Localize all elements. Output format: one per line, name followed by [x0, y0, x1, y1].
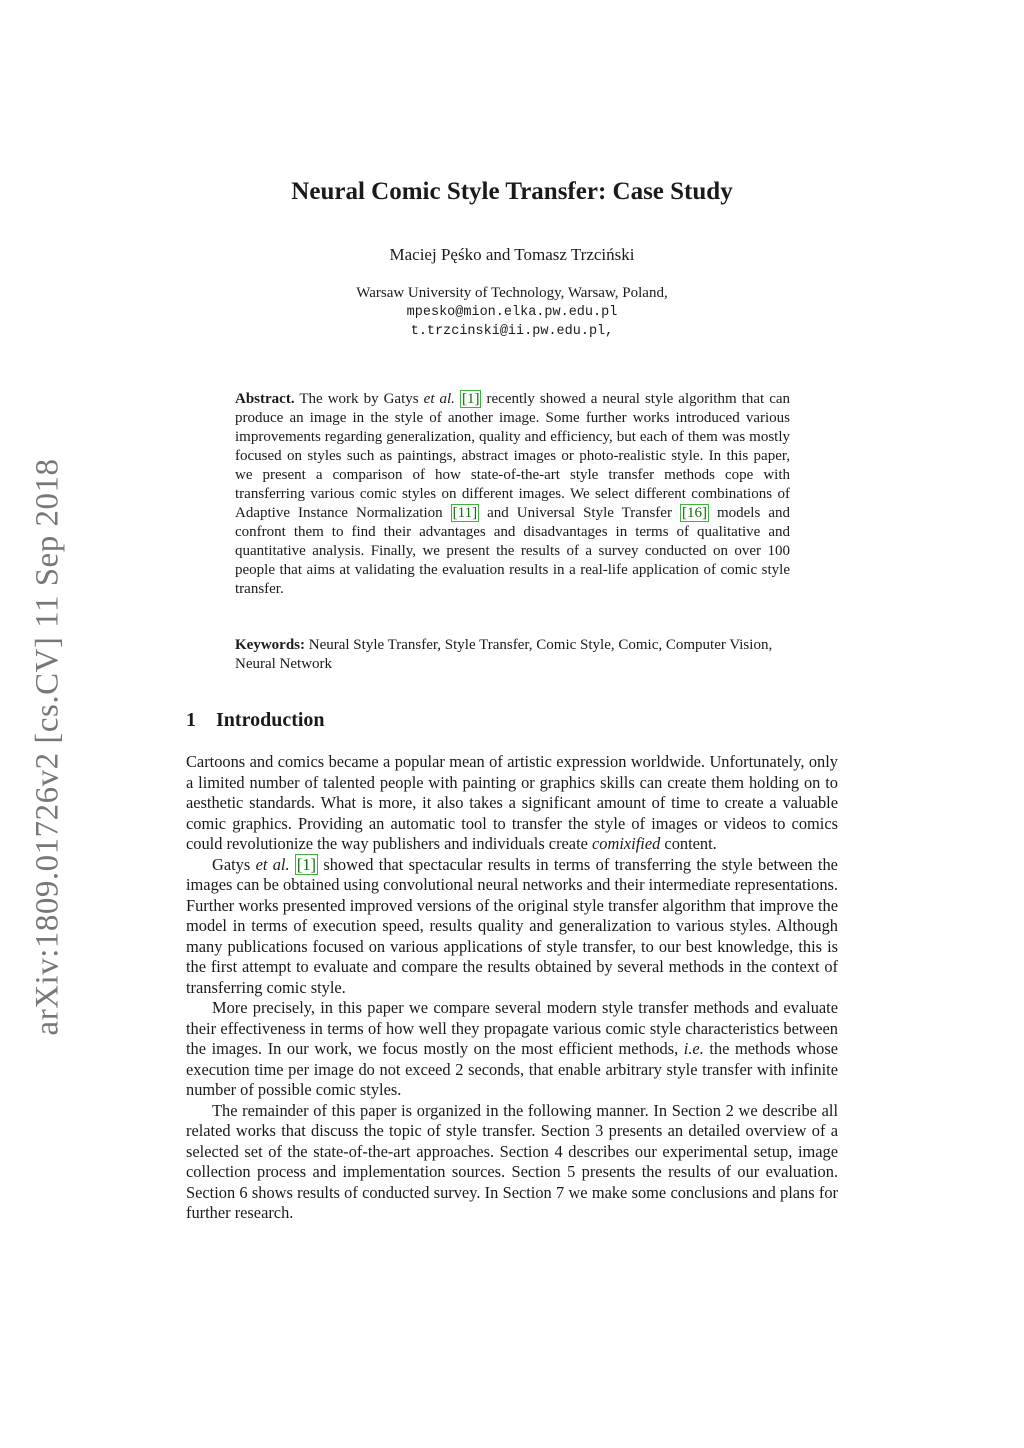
- paragraph-text: the methods whose execution time per image do not exceed 2 seconds, that enable arbitrary style transfer with infinite number of possible comic styles.: [186, 1039, 838, 1099]
- citation-link[interactable]: [11]: [452, 505, 478, 521]
- abstract-text: and Universal Style Transfer: [487, 505, 672, 521]
- emphasis: i.e.: [683, 1039, 704, 1058]
- abstract-label: Abstract.: [235, 391, 295, 407]
- abstract: [235, 390, 790, 599]
- citation-link[interactable]: [16]: [681, 505, 707, 521]
- paragraph-text: content.: [664, 834, 717, 853]
- emphasis: et al.: [255, 854, 290, 874]
- paper-title: Neural Comic Style Transfer: Case Study: [291, 178, 733, 205]
- section-title: Introduction: [216, 709, 325, 731]
- abstract-text: models and confront them to find their advantages and disadvantages in terms of qualitative and quantitative analysis. Finally, we present the results of a survey conducted on over 100 people that aims at validating the evaluation results in a real-life application of comic style transfer.: [235, 505, 790, 597]
- abstract-text: recently showed a neural style algorithm that can produce an image in the style of another image. Some further works introduced various improvements regarding generalization, quality and efficiency, but each of them was mostly focused on styles such as paintings, abstract images or photo-realistic style. In this paper, we present a comparison of how state-of-the-art style transfer methods cope with transferring various comic styles on different images. We select different combinations of Adaptive Instance Normalization: [235, 391, 791, 521]
- email-1[interactable]: mpesko@mion.elka.pw.edu.pl: [406, 305, 618, 320]
- keywords: [235, 636, 790, 674]
- affiliation-block: [0, 284, 1024, 341]
- affiliation: Warsaw University of Technology, Warsaw, Poland,: [356, 285, 668, 301]
- email-2[interactable]: t.trzcinski@ii.pw.edu.pl,: [410, 324, 614, 339]
- paragraph-text: Gatys: [212, 854, 251, 874]
- arxiv-identifier: arXiv:1809.01726v2 [cs.CV] 11 Sep 2018: [29, 458, 66, 1036]
- paragraph: [186, 752, 838, 855]
- paragraph: [186, 855, 838, 999]
- emphasis: comixified: [592, 834, 661, 853]
- section-number: 1: [186, 709, 196, 731]
- abstract-text: The work by Gatys: [299, 391, 419, 407]
- keywords-label: Keywords:: [235, 637, 305, 653]
- introduction-body: [186, 752, 838, 1224]
- paragraph-text: More precisely, in this paper we compare several modern style transfer methods and evaluate their effectiveness in terms of how well they propagate various comic style characteristics between the images. In our work, we focus mostly on the most efficient methods,: [186, 998, 838, 1058]
- abstract-etal: et al.: [423, 391, 455, 407]
- authors: Maciej Pęśko and Tomasz Trzciński: [389, 245, 635, 264]
- paragraph: [186, 1101, 838, 1224]
- paragraph: [186, 998, 838, 1101]
- paragraph-text: The remainder of this paper is organized in the following manner. In Section 2 we describe all related works that discuss the topic of style transfer. Section 3 presents an detailed overview of a selected set of the state-of-the-art approaches. Section 4 describes our experimental setup, image collection process and implementation sources. Section 5 presents the results of our evaluation. Section 6 shows results of conducted survey. In Section 7 we make some conclusions and plans for further research.: [186, 1100, 838, 1222]
- section-heading: [186, 709, 325, 732]
- citation-link[interactable]: [1]: [461, 391, 480, 407]
- paragraph-text: Cartoons and comics became a popular mean of artistic expression worldwide. Unfortunately, only a limited number of talented people with painting or graphics skills can create them holding on to aesthetic standards. What is more, it also takes a significant amount of time to create a valuable comic graphics. Providing an automatic tool to transfer the style of images or videos to comics could revolutionize the way publishers and individuals create: [186, 752, 838, 853]
- citation-link[interactable]: [1]: [296, 854, 317, 874]
- keywords-text: Neural Style Transfer, Style Transfer, Comic Style, Comic, Computer Vision, Neural Network: [235, 637, 773, 672]
- paragraph-text: showed that spectacular results in terms of transferring the style between the images can be obtained using convolutional neural networks and their intermediate representations. Further works presented improved versions of the original style transfer algorithm that improve the model in terms of execution speed, results quality and generalization to various styles. Although many publications focused on various applications of style transfer, to our best knowledge, this is the first attempt to evaluate and compare the results obtained by several methods in the context of transferring comic style.: [186, 854, 838, 997]
